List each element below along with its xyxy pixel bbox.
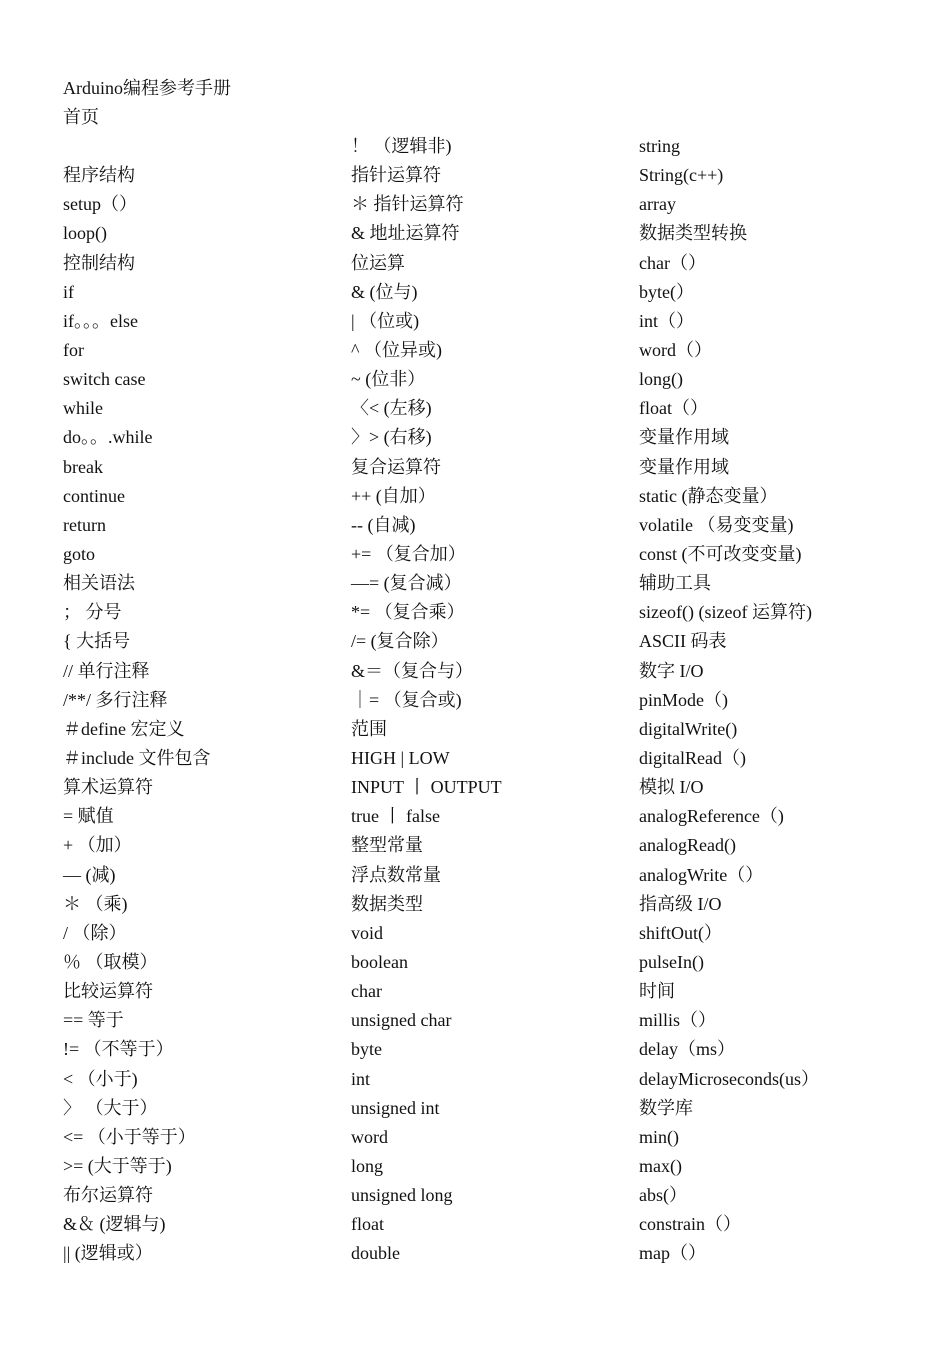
- reference-entry: <= （小于等于）: [63, 1126, 196, 1147]
- reference-entry: pinMode（): [639, 689, 728, 710]
- reference-entry: analogRead(): [639, 835, 736, 856]
- reference-entry: long(): [639, 369, 683, 390]
- reference-entry: [63, 134, 333, 163]
- reference-entry: string: [639, 136, 681, 156]
- reference-entry: 〈< (左移): [351, 398, 432, 419]
- reference-entry: const (不可改变变量): [639, 543, 802, 564]
- reference-entry: break: [63, 456, 103, 477]
- reference-entry: delay（ms）: [639, 1039, 735, 1060]
- reference-entry: int: [351, 1068, 371, 1089]
- reference-entry: max(): [639, 1155, 682, 1176]
- reference-entry: boolean: [351, 951, 408, 972]
- reference-entry: 算术运算符: [63, 777, 153, 798]
- reference-column-2: [351, 134, 621, 1270]
- reference-entry: + （加）: [63, 835, 132, 856]
- reference-entry: map（）: [639, 1243, 706, 1264]
- reference-entry: 模拟 I/O: [639, 777, 704, 798]
- reference-entry: delayMicroseconds(us）: [639, 1068, 819, 1089]
- reference-entry: 相关语法: [63, 573, 135, 594]
- reference-entry: digitalRead（): [639, 747, 746, 768]
- reference-entry: 数据类型: [351, 893, 423, 914]
- reference-entry: 数学库: [639, 1097, 693, 1118]
- reference-entry: 指针运算符: [351, 165, 441, 186]
- reference-entry: 比较运算符: [63, 981, 153, 1002]
- reference-entry: ！ （逻辑非): [351, 136, 452, 156]
- reference-entry: HIGH | LOW: [351, 747, 450, 768]
- reference-entry: array: [639, 194, 676, 215]
- reference-entry: digitalWrite(): [639, 718, 738, 739]
- reference-entry: | （位或): [351, 310, 420, 331]
- reference-entry: String(c++): [639, 165, 724, 186]
- reference-entry: / （除）: [63, 922, 127, 943]
- document-subtitle: 首页: [63, 107, 99, 127]
- reference-entry: = 赋值: [63, 806, 114, 827]
- reference-entry: analogReference（): [639, 806, 784, 827]
- reference-entry: 数字 I/O: [639, 660, 704, 681]
- reference-entry: min(): [639, 1126, 679, 1147]
- reference-entry: switch case: [63, 369, 146, 390]
- reference-entry: setup（）: [63, 194, 137, 215]
- reference-entry: word（）: [639, 339, 712, 360]
- reference-entry: long: [351, 1155, 384, 1176]
- reference-entry: ＃include 文件包含: [63, 747, 211, 768]
- reference-entry: < （小于): [63, 1068, 138, 1089]
- reference-entry: 变量作用域: [639, 456, 729, 477]
- reference-entry: float: [351, 1214, 384, 1235]
- reference-entry: 辅助工具: [639, 573, 711, 594]
- reference-entry: if。。。else: [63, 310, 138, 331]
- reference-entry: /**/ 多行注释: [63, 689, 168, 710]
- reference-entry: 浮点数常量: [351, 864, 441, 885]
- reference-entry: if: [63, 281, 74, 302]
- reference-entry: 数据类型转换: [639, 223, 747, 244]
- reference-entry: char: [351, 981, 382, 1002]
- reference-entry: ； 分号: [63, 602, 122, 623]
- reference-entry: while: [63, 398, 103, 419]
- reference-entry: analogWrite（）: [639, 864, 764, 885]
- reference-entry: INPUT 丨 OUTPUT: [351, 777, 502, 798]
- reference-entry: &＝（复合与）: [351, 660, 474, 681]
- reference-entry: 指高级 I/O: [639, 893, 722, 914]
- reference-entry: 控制结构: [63, 252, 135, 273]
- reference-entry: /= (复合除）: [351, 631, 449, 652]
- reference-entry: 布尔运算符: [63, 1185, 153, 1206]
- reference-entry: unsigned int: [351, 1097, 440, 1118]
- reference-entry: == 等于: [63, 1010, 124, 1031]
- reference-entry: 位运算: [351, 252, 405, 273]
- reference-entry: || (逻辑或）: [63, 1243, 153, 1264]
- reference-entry: unsigned long: [351, 1185, 453, 1206]
- reference-entry: & 地址运算符: [351, 223, 460, 244]
- reference-entry: -- (自减): [351, 514, 416, 535]
- reference-entry: 时间: [639, 981, 675, 1002]
- reference-entry: ^ （位异或): [351, 339, 442, 360]
- reference-entry: continue: [63, 485, 125, 506]
- reference-entry: byte: [351, 1039, 382, 1060]
- reference-entry: // 单行注释: [63, 660, 150, 681]
- document-title: Arduino编程参考手册: [63, 78, 231, 98]
- reference-entry: & (位与): [351, 281, 418, 302]
- reference-entry: ++ (自加）: [351, 485, 436, 506]
- reference-entry: 〉 （大于）: [63, 1097, 158, 1118]
- reference-entry: ASCII 码表: [639, 631, 727, 652]
- reference-entry: ｜= （复合或): [351, 689, 462, 710]
- reference-entry: sizeof() (sizeof 运算符): [639, 602, 812, 623]
- reference-entry: double: [351, 1243, 400, 1264]
- reference-entry: do。。.while: [63, 427, 153, 448]
- reference-entry: ＃define 宏定义: [63, 718, 185, 739]
- reference-entry: ＊ （乘): [63, 893, 128, 914]
- reference-entry: &＆ (逻辑与): [63, 1214, 166, 1235]
- reference-entry: word: [351, 1126, 388, 1147]
- reference-entry: 整型常量: [351, 835, 423, 856]
- reference-entry: 程序结构: [63, 165, 135, 186]
- reference-entry: void: [351, 922, 384, 943]
- reference-entry: unsigned char: [351, 1010, 452, 1031]
- reference-entry: static (静态变量）: [639, 485, 778, 506]
- reference-entry: loop(): [63, 223, 107, 244]
- reference-entry: { 大括号: [63, 631, 131, 652]
- reference-entry: for: [63, 339, 84, 360]
- reference-entry: ~ (位非）: [351, 369, 426, 390]
- reference-entry: return: [63, 514, 106, 535]
- reference-entry: 范围: [351, 718, 387, 739]
- reference-entry: != （不等于）: [63, 1039, 174, 1060]
- reference-entry: constrain（）: [639, 1214, 741, 1235]
- reference-entry: += （复合加）: [351, 543, 466, 564]
- reference-entry: pulseIn(): [639, 951, 704, 972]
- reference-entry: — (减): [63, 864, 116, 885]
- reference-entry: shiftOut(）: [639, 922, 722, 943]
- reference-entry: >= (大于等于): [63, 1155, 172, 1176]
- reference-entry: *= （复合乘）: [351, 602, 465, 623]
- reference-column-3: [639, 134, 939, 1270]
- reference-entry: abs(）: [639, 1185, 687, 1206]
- reference-column-1: [63, 134, 333, 1270]
- reference-entry: int（）: [639, 310, 695, 331]
- reference-entry: 〉> (右移): [351, 427, 432, 448]
- reference-entry: ＊ 指针运算符: [351, 194, 464, 215]
- reference-entry: float（）: [639, 398, 708, 419]
- reference-entry: 变量作用域: [639, 427, 729, 448]
- reference-entry: true 丨 false: [351, 806, 440, 827]
- reference-entry: ％ （取模）: [63, 951, 158, 972]
- reference-entry: volatile （易变变量): [639, 514, 794, 535]
- reference-entry: byte(）: [639, 281, 694, 302]
- reference-entry: millis（）: [639, 1010, 717, 1031]
- reference-entry: 复合运算符: [351, 456, 441, 477]
- reference-entry: char（）: [639, 252, 706, 273]
- reference-entry: goto: [63, 543, 96, 564]
- reference-entry: —= (复合减）: [351, 573, 462, 594]
